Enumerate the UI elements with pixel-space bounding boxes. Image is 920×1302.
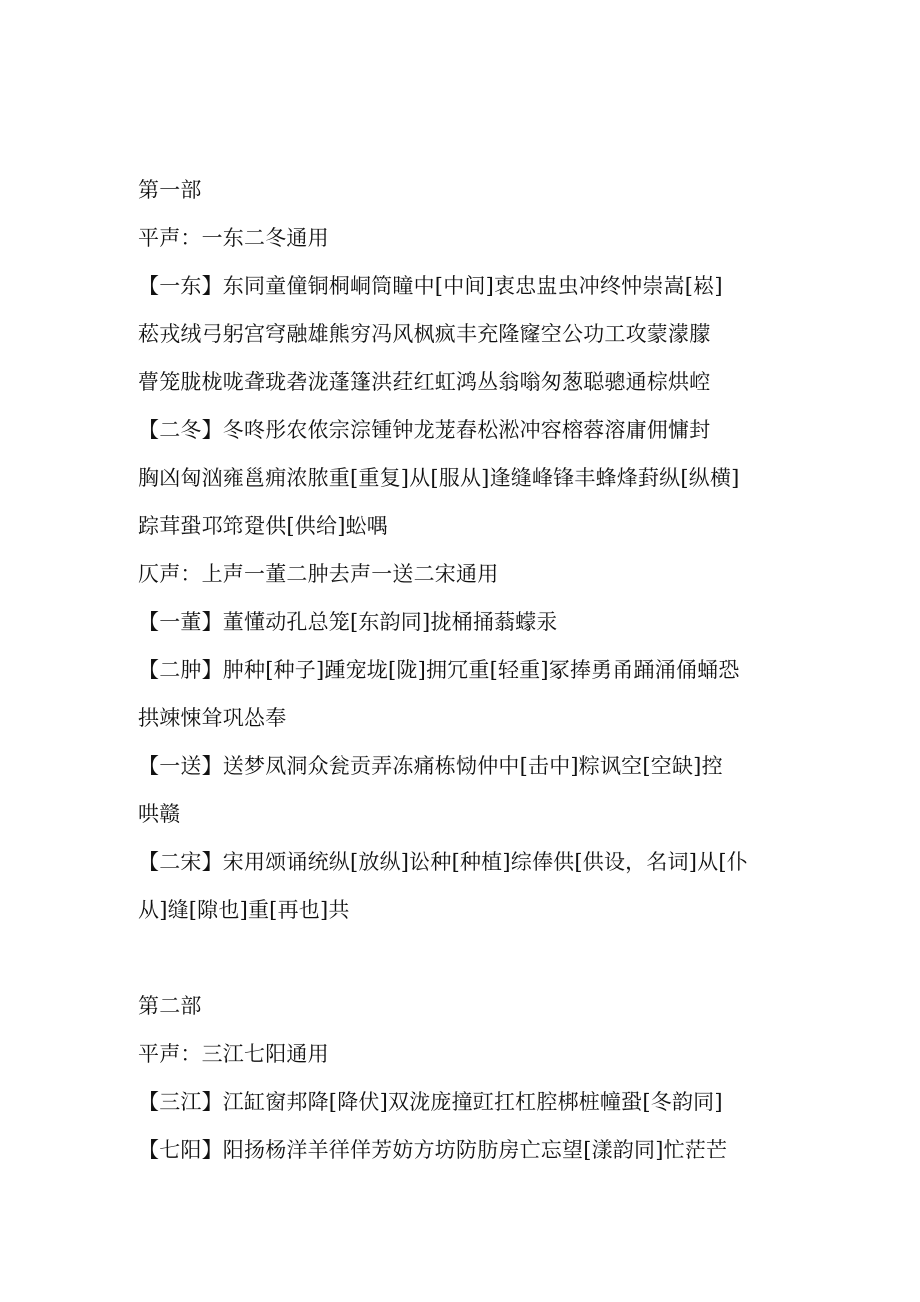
rhyme-line: 【三江】江缸窗邦降[降伏]双泷庞撞豇扛杠腔梆桩幢蛩[冬韵同] xyxy=(138,1090,723,1114)
rhyme-line: 瞢笼胧栊咙聋珑砻泷蓬篷洪荭红虹鸿丛翁嗡匆葱聪骢通棕烘崆 xyxy=(138,370,711,394)
section-title: 第二部 xyxy=(138,994,202,1018)
rhyme-line: 【一送】送梦凤洞众瓮贡弄冻痛栋恸仲中[击中]粽讽空[空缺]控 xyxy=(138,754,723,778)
rhyme-line: 【二肿】肿种[种子]踵宠垅[陇]拥冗重[轻重]冢捧勇甬踊涌俑蛹恐 xyxy=(138,658,740,682)
tone-heading-ze: 仄声：上声一董二肿去声一送二宋通用 xyxy=(138,562,499,586)
rhyme-line: 哄赣 xyxy=(138,802,181,826)
rhyme-line: 【二宋】宋用颂诵统纵[放纵]讼种[种植]综俸供[供设，名词]从[仆 xyxy=(138,850,748,874)
rhyme-line: 从]缝[隙也]重[再也]共 xyxy=(138,898,350,922)
section-2 xyxy=(138,982,788,1174)
tone-heading-ping: 平声：三江七阳通用 xyxy=(138,1042,329,1066)
tone-heading-ping: 平声：一东二冬通用 xyxy=(138,226,329,250)
rhyme-line: 【七阳】阳扬杨洋羊徉佯芳妨方坊防肪房亡忘望[漾韵同]忙茫芒 xyxy=(138,1138,728,1162)
rhyme-line: 【二冬】冬咚彤农侬宗淙锺钟龙茏舂松淞冲容榕蓉溶庸佣慵封 xyxy=(138,418,711,442)
rhyme-line: 【一东】东同童僮铜桐峒筒瞳中[中间]衷忠盅虫冲终忡崇嵩[崧] xyxy=(138,274,723,298)
rhyme-line: 拱竦悚耸巩怂奉 xyxy=(138,706,287,730)
section-gap xyxy=(138,934,788,982)
section-title: 第一部 xyxy=(138,178,202,202)
rhyme-line: 踪茸蛩邛筇跫供[供给]蚣喁 xyxy=(138,514,388,538)
rhyme-line: 胸凶匈汹雍邕痈浓脓重[重复]从[服从]逢缝峰锋丰蜂烽葑纵[纵横] xyxy=(138,466,740,490)
document-page xyxy=(138,166,788,1174)
rhyme-line: 【一董】董懂动孔总笼[东韵同]拢桶捅蓊蠓汞 xyxy=(138,610,558,634)
rhyme-line: 菘戎绒弓躬宫穹融雄熊穷冯风枫疯丰充隆窿空公功工攻蒙濛朦 xyxy=(138,322,711,346)
section-1 xyxy=(138,166,788,934)
